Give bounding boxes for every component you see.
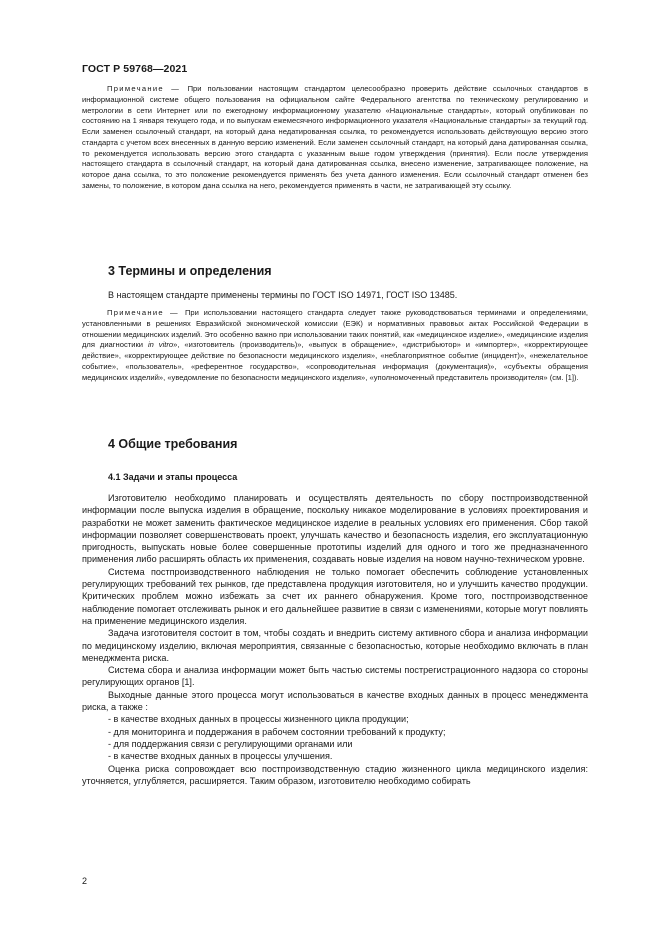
note-lead: Примечание —: [107, 84, 188, 93]
body-paragraph: Выходные данные этого процесса могут использоваться в качестве входных данных в процесс менеджмента риска, а также :: [82, 689, 588, 713]
page-number: 2: [82, 876, 88, 886]
list-item: - для поддержания связи с регулирующими органами или: [108, 738, 353, 749]
subsection-4-1-heading: 4.1 Задачи и этапы процесса: [108, 472, 238, 482]
terms-note-text-b: », «изготовитель (производитель)», «выпуск в обращение», «дистрибьютор» и «импортер», «корректирующее действие», «корректирующее действие по безопасности медицинского изделия», «неблагоприятное событие (инцидент)», «нежелательное событие», «пользователь», «референтное государство», «сопроводительная информация (документация)», «субъекты обращения медицинских изделий», «уведомление по безопасности медицинского изделия», «уполномоченный представитель производителя» (см. [1]).: [82, 340, 588, 382]
reference-note: [82, 84, 588, 192]
body-paragraph: Система постпроизводственного наблюдения не только помогает обеспечить соблюдение установленных регулирующих требований тех рынков, где представлена продукция изготовителя, но и улучшить качество продукции. Критических проблем можно избежать за счет их раннего обнаружения. Кроме того, постпроизводственное наблюдение помогает отслеживать рынок и его дальнейшее развитие в связи с изменениями, которые могут повлиять на применение медицинского изделия.: [82, 566, 588, 626]
section-3-intro: В настоящем стандарте применены термины по ГОСТ ISO 14971, ГОСТ ISO 13485.: [108, 290, 458, 300]
body-paragraph: Оценка риска сопровождает всю постпроизводственную стадию жизненного цикла медицинского изделия: уточняется, углубляется, расширяется. Таким образом, изготовителю необходимо собирать: [82, 763, 588, 786]
terms-note: [82, 308, 588, 383]
list-item: - в качестве входных данных в процессы улучшения.: [108, 751, 333, 762]
list-item: - для мониторинга и поддержания в рабочем состоянии требований к продукту;: [108, 726, 446, 737]
section-4-heading: 4 Общие требования: [108, 437, 238, 451]
section-3-heading: 3 Термины и определения: [108, 264, 272, 278]
document-header: ГОСТ Р 59768—2021: [82, 63, 188, 75]
terms-note-italic: in vitro: [147, 340, 174, 350]
body-paragraph: Изготовителю необходимо планировать и осуществлять деятельность по сбору постпроизводственной информации после выпуска изделия в обращение, поскольку никакое моделирование в условиях проектирования и разработки не может заменить фактическое медицинское изделие в реальных условиях его применения. Сбор такой информации позволяет совершенствовать проект, улучшать качество и безопасность изделия, его эксплуатационную пригодность, выпускать новые более совершенные прототипы изделий для одного и того же предназначенного применения либо расширять область их применения, создавать новые изделия на новом научно-техническом уровне.: [82, 493, 588, 565]
terms-note-lead: Примечание —: [107, 308, 185, 317]
body-paragraph: Задача изготовителя состоит в том, чтобы создать и внедрить систему активного сбора и анализа информации по медицинскому изделию, включая мероприятия, связанные с безопасностью, которые необходимо включать в план менеджмента риска.: [82, 628, 588, 663]
body-paragraph: Система сбора и анализа информации может быть частью системы пострегистрационного надзора со стороны регулирующих органов [1].: [82, 665, 588, 688]
list-item: - в качестве входных данных в процессы жизненного цикла продукции;: [108, 714, 409, 725]
section-4-body: [82, 492, 588, 787]
note-text: При пользовании настоящим стандартом целесообразно проверить действие ссылочных стандартов в информационной системе общего пользования на официальном сайте Федерального агентства по техническому регулированию и метрологии в сети Интернет или по ежегодному информационному указателю «Национальные стандарты», который опубликован по состоянию на 1 января текущего года, и по выпускам ежемесячного информационного указателя «Национальные стандарты» за текущий год. Если заменен ссылочный стандарт, на который дана недатированная ссылка, то рекомендуется использовать действующую версию этого стандарта с учетом всех внесенных в данную версию изменений. Если заменен ссылочный стандарт, на который дана датированная ссылка, то рекомендуется использовать версию этого стандарта с указанным выше годом утверждения (принятия). Если после утверждения настоящего стандарта в ссылочный стандарт, на который дана датированная ссылка, внесено изменение, затрагивающее положение, на которое дана ссылка, то это положение рекомендуется применять без учета данного изменения. Если ссылочный стандарт отменен без замены, то положение, в котором дана ссылка на него, рекомендуется применять в части, не затрагивающей эту ссылку.: [82, 84, 588, 190]
terms-note-text-a: При использовании настоящего стандарта следует также руководствоваться терминами и определениями, установленными в решениях Евразийской экономической комиссии (ЕЭК) и нормативных правовых актах Российской Федерации в отношении медицинских изделий. Это особенно важно при использовании таких понятий, как «медицинское изделие», «медицинские изделия для диагностики: [82, 308, 588, 350]
